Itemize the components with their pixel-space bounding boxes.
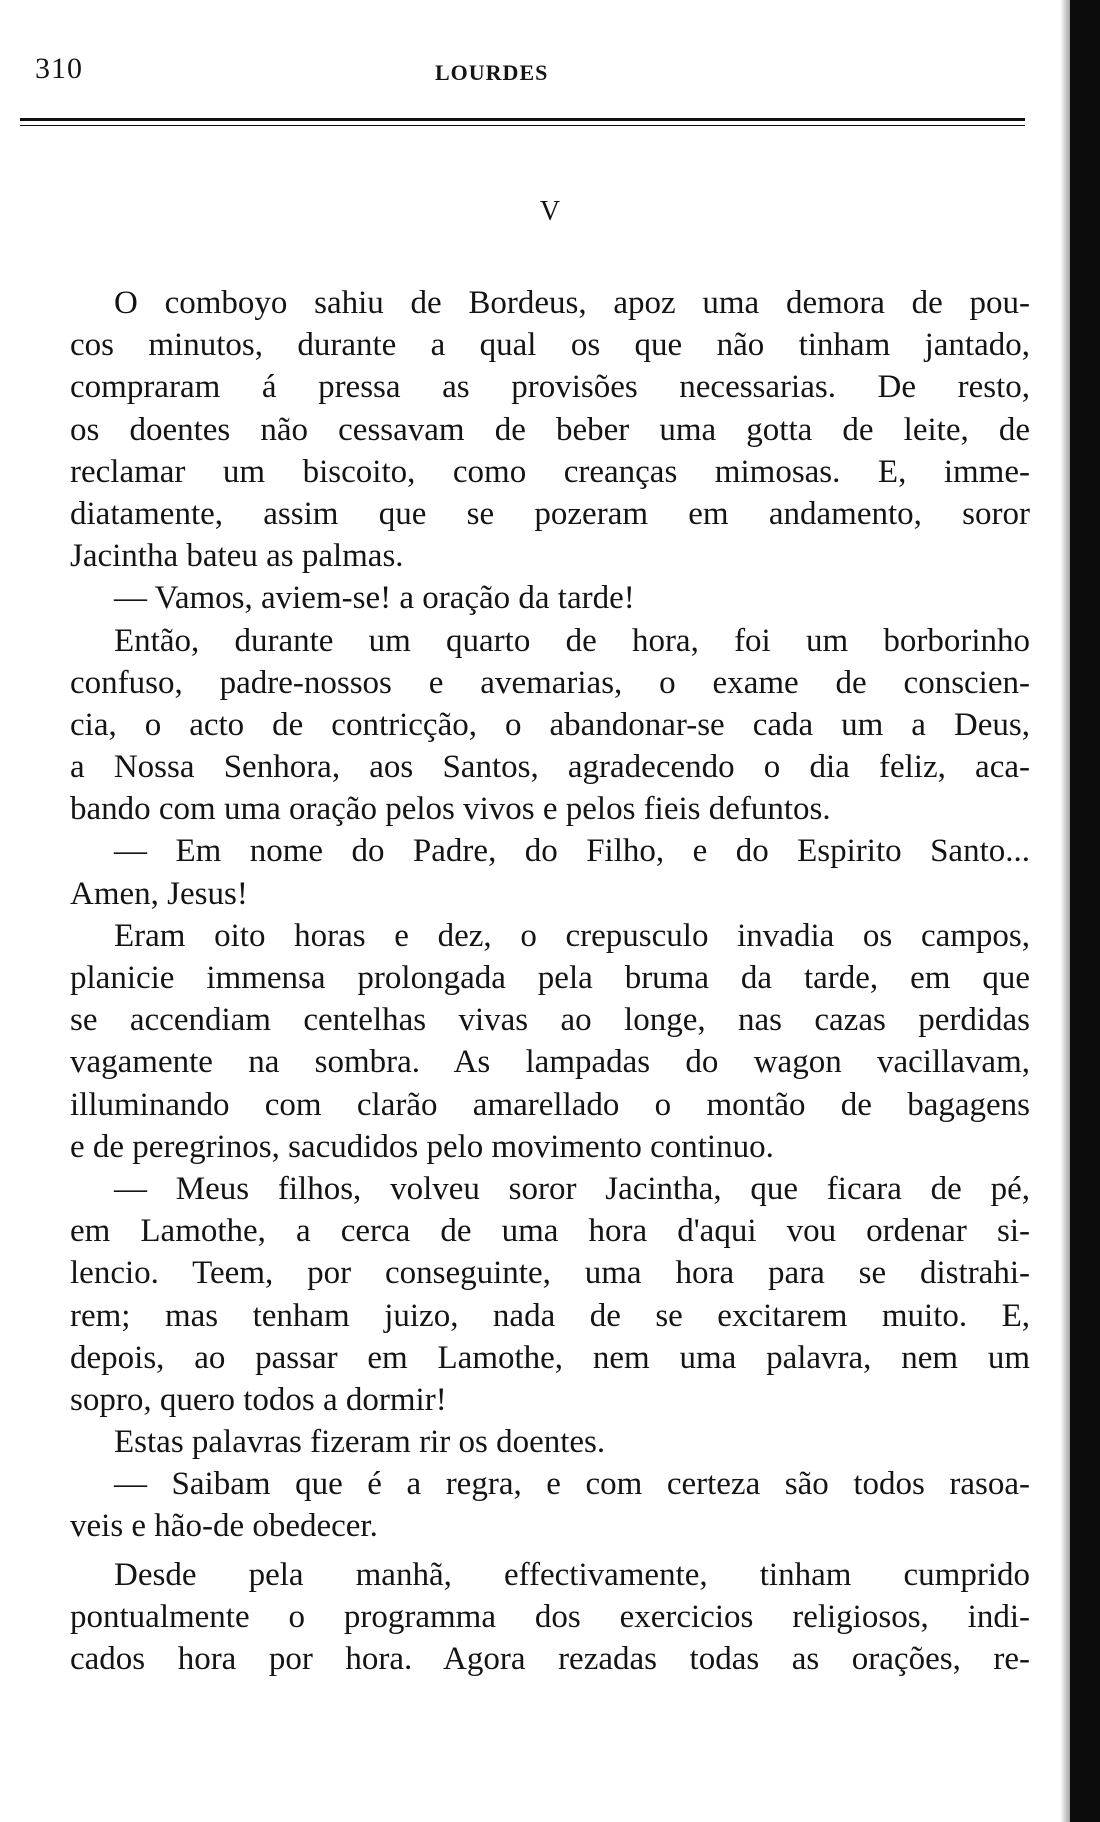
- page-body: [70, 0, 1030, 1822]
- text-line: a Nossa Senhora, aos Santos, agradecendo o dia feliz, aca-: [70, 749, 1030, 786]
- text-line: — Saibam que é a regra, e com certeza são todos rasoa-: [114, 1466, 1030, 1503]
- text-line: depois, ao passar em Lamothe, nem uma palavra, nem um: [70, 1339, 1030, 1376]
- text-line: cos minutos, durante a qual os que não tinham jantado,: [70, 327, 1030, 364]
- text-line: reclamar um biscoito, como creanças mimosas. E, imme-: [70, 453, 1030, 490]
- text-line: — Em nome do Padre, do Filho, e do Espirito Santo...: [114, 833, 1030, 870]
- body-text: [70, 282, 1030, 1680]
- text-line: planicie immensa prolongada pela bruma da tarde, em que: [70, 960, 1030, 996]
- running-title: LOURDES: [435, 60, 549, 85]
- text-line: e de peregrinos, sacudidos pelo movimento continuo.: [70, 1128, 774, 1165]
- text-line: vagamente na sombra. As lampadas do wagon vacillavam,: [70, 1044, 1030, 1081]
- text-line: — Meus filhos, volveu soror Jacintha, que ficara de pé,: [114, 1170, 1030, 1207]
- text-line: os doentes não cessavam de beber uma gotta de leite, de: [70, 411, 1030, 448]
- chapter-heading: V: [539, 196, 561, 227]
- text-line: Então, durante um quarto de hora, foi um borborinho: [114, 622, 1030, 659]
- text-line: em Lamothe, a cerca de uma hora d'aqui vou ordenar si-: [70, 1213, 1030, 1250]
- text-line: rem; mas tenham juizo, nada de se excitarem muito. E,: [70, 1297, 1030, 1334]
- text-line: pontualmente o programma dos exercicios religiosos, indi-: [70, 1598, 1030, 1635]
- text-line: Jacintha bateu as palmas.: [70, 538, 404, 575]
- text-line: confuso, padre-nossos e avemarias, o exame de conscien-: [70, 664, 1030, 701]
- text-line: — Vamos, aviem-se! a oração da tarde!: [114, 580, 635, 617]
- text-line: Amen, Jesus!: [70, 875, 248, 912]
- text-line: sopro, quero todos a dormir!: [70, 1381, 447, 1418]
- text-line: diatamente, assim que se pozeram em andamento, soror: [70, 495, 1030, 532]
- text-line: compraram á pressa as provisões necessarias. De resto,: [70, 369, 1030, 406]
- text-line: cados hora por hora. Agora rezadas todas as orações, re-: [70, 1641, 1030, 1677]
- text-line: Desde pela manhã, effectivamente, tinham cumprido: [114, 1556, 1030, 1593]
- text-line: illuminando com clarão amarellado o montão de bagagens: [70, 1086, 1030, 1123]
- text-line: Eram oito horas e dez, o crepusculo invadia os campos,: [114, 917, 1030, 954]
- text-line: bando com uma oração pelos vivos e pelos fieis defuntos.: [70, 791, 831, 828]
- text-line: lencio. Teem, por conseguinte, uma hora para se distrahi-: [70, 1255, 1030, 1292]
- text-line: O comboyo sahiu de Bordeus, apoz uma demora de pou-: [114, 285, 1030, 321]
- page-number: 310: [35, 52, 83, 85]
- text-line: veis e hão-de obedecer.: [70, 1508, 378, 1545]
- page-edge-shadow: [1070, 0, 1100, 1822]
- text-line: se accendiam centelhas vivas ao longe, nas cazas perdidas: [70, 1002, 1030, 1039]
- text-line: cia, o acto de contricção, o abandonar-se cada um a Deus,: [70, 706, 1030, 743]
- text-line: Estas palavras fizeram rir os doentes.: [114, 1424, 606, 1461]
